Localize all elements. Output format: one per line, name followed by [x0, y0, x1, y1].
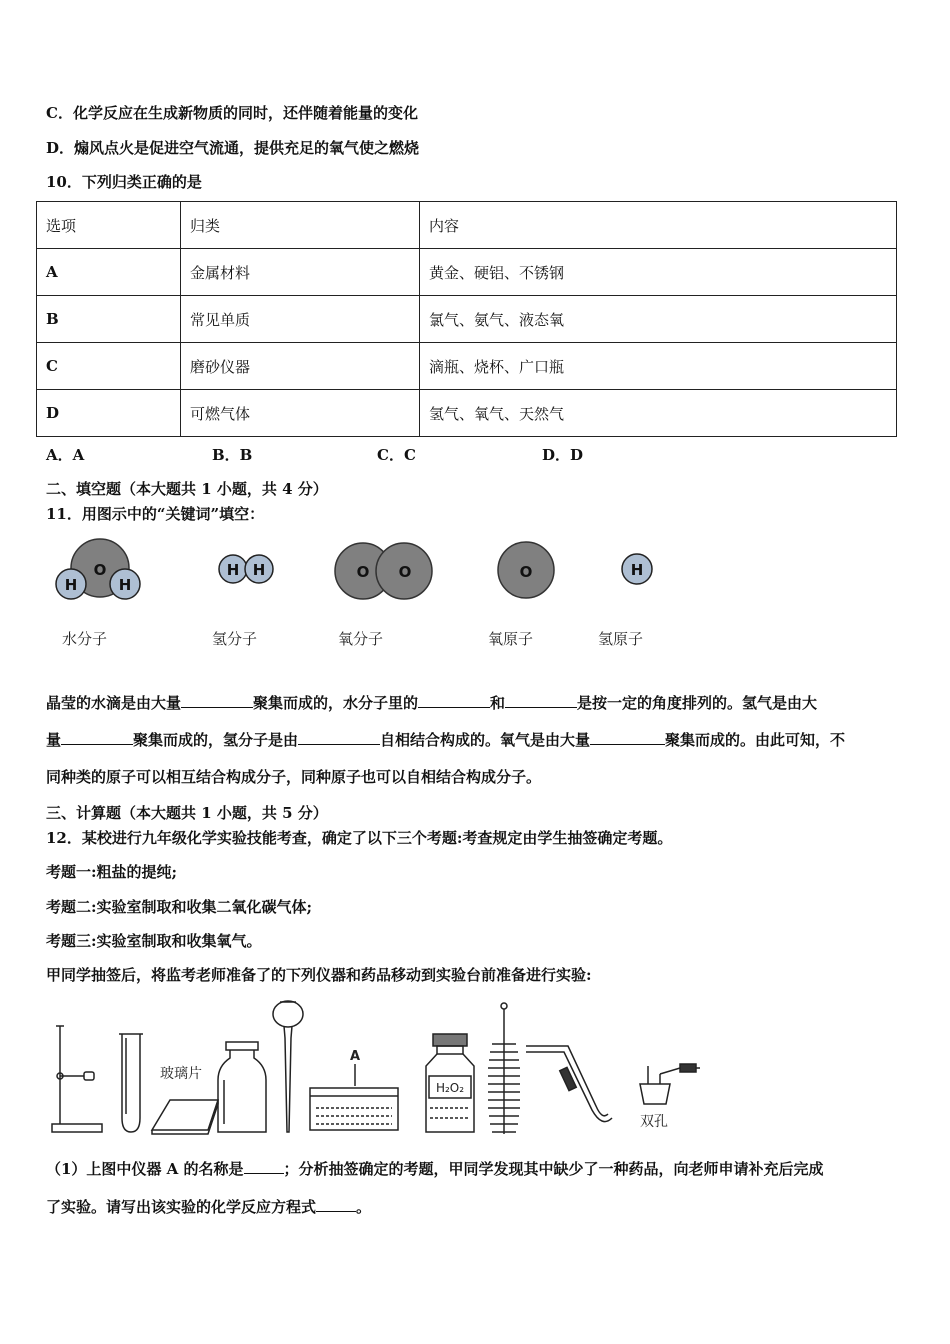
- text: 同种类的原子可以相互结合构成分子，同种原子也可以自相结合构成分子。: [46, 768, 542, 786]
- answer-blank[interactable]: [181, 691, 253, 708]
- atom-label: O: [93, 561, 107, 579]
- stopper-label: 双孔: [640, 1114, 668, 1130]
- atom-label: O: [519, 563, 533, 581]
- table-header: 归类: [181, 202, 420, 249]
- table-cell: A: [37, 249, 181, 296]
- q10-table: [36, 201, 897, 437]
- text: 是按一定的角度排列的。氢气是由大: [577, 694, 818, 712]
- table-row: [37, 390, 897, 437]
- choice-d: D．D: [542, 446, 584, 464]
- q12-intro: 甲同学抽签后，将监考老师准备了的下列仪器和药品移动到实验台前准备进行实验:: [46, 966, 592, 984]
- q12-topic-1: 考题一:粗盐的提纯;: [46, 863, 178, 881]
- q12-topic-2: 考题二:实验室制取和收集二氧化碳气体;: [46, 898, 313, 916]
- answer-blank[interactable]: [244, 1157, 284, 1174]
- table-cell: 金属材料: [181, 249, 420, 296]
- glass-slide-icon: [152, 1100, 218, 1134]
- answer-blank[interactable]: [61, 728, 133, 745]
- hydrogen-atom-icon: [622, 554, 652, 584]
- text: （1）上图中仪器 A 的名称是: [46, 1160, 244, 1178]
- q9-option-d: D．煽风点火是促进空气流通，提供充足的氧气使之燃烧: [46, 139, 420, 157]
- q12-part1: [46, 1150, 908, 1226]
- table-header: 选项: [37, 202, 181, 249]
- label-water-molecule: 水分子: [62, 630, 108, 648]
- text: 聚集而成的。由此可知，不: [665, 731, 846, 749]
- label-hydrogen-molecule: 氢分子: [212, 630, 258, 648]
- table-cell: 氯气、氨气、液态氧: [420, 296, 897, 343]
- glass-slide-label: 玻璃片: [160, 1066, 202, 1082]
- bent-glass-tube-icon: [526, 1046, 612, 1122]
- atom-label: H: [630, 561, 644, 579]
- iron-stand-icon: [52, 1026, 102, 1132]
- oxygen-molecule-icon: [335, 543, 432, 599]
- q10-choices: [46, 444, 946, 464]
- label-hydrogen-atom: 氢原子: [598, 630, 644, 648]
- water-trough-icon: [310, 1064, 398, 1130]
- choice-c: C．C: [377, 446, 416, 464]
- choice-b: B．B: [212, 446, 253, 464]
- answer-blank[interactable]: [298, 728, 380, 745]
- water-molecule-icon: [56, 539, 140, 599]
- q10-stem: 10．下列归类正确的是: [46, 173, 202, 191]
- hydrogen-molecule-icon: [219, 555, 273, 583]
- label-oxygen-molecule: 氧分子: [338, 630, 384, 648]
- text: 聚集而成的，水分子里的: [253, 694, 419, 712]
- table-header: 内容: [420, 202, 897, 249]
- atom-label: O: [356, 563, 370, 581]
- table-cell: D: [37, 390, 181, 437]
- atom-label: H: [118, 576, 132, 594]
- atom-label: H: [64, 576, 78, 594]
- table-row: [37, 249, 897, 296]
- test-tube-brush-icon: [488, 1003, 520, 1134]
- table-cell: 滴瓶、烧杯、广口瓶: [420, 343, 897, 390]
- atom-label: O: [398, 563, 412, 581]
- molecule-figure: [40, 530, 680, 620]
- text: 了实验。请写出该实验的化学反应方程式: [46, 1198, 317, 1216]
- table-cell: 可燃气体: [181, 390, 420, 437]
- text: 晶莹的水滴是由大量: [46, 694, 182, 712]
- section3-heading: 三、计算题（本大题共 1 小题，共 5 分）: [46, 804, 328, 822]
- answer-blank[interactable]: [590, 728, 665, 745]
- atom-label: H: [226, 561, 240, 579]
- apparatus-a-label: A: [350, 1049, 361, 1064]
- two-hole-stopper-icon: [640, 1064, 700, 1104]
- table-cell: 黄金、硬铝、不锈钢: [420, 249, 897, 296]
- reagent-bottle-label: H₂O₂: [435, 1081, 465, 1095]
- text: 和: [490, 694, 506, 712]
- oxygen-atom-icon: [498, 542, 554, 598]
- choice-a: A．A: [46, 446, 85, 464]
- answer-blank[interactable]: [418, 691, 490, 708]
- table-header-row: [37, 202, 897, 249]
- text: 。: [356, 1198, 372, 1216]
- text: 量: [46, 731, 62, 749]
- table-row: [37, 343, 897, 390]
- text: 自相结合构成的。氧气是由大量: [380, 731, 591, 749]
- section2-heading: 二、填空题（本大题共 1 小题，共 4 分）: [46, 480, 328, 498]
- answer-blank[interactable]: [316, 1195, 356, 1212]
- apparatus-figure: [40, 996, 720, 1141]
- test-tube-icon: [119, 1034, 143, 1132]
- q9-option-c: C．化学反应在生成新物质的同时，还伴随着能量的变化: [46, 104, 418, 122]
- funnel-icon: [273, 1001, 303, 1132]
- answer-blank[interactable]: [505, 691, 577, 708]
- q11-fill-paragraph: [46, 685, 908, 796]
- table-cell: 常见单质: [181, 296, 420, 343]
- label-oxygen-atom: 氧原子: [488, 630, 534, 648]
- text: ；分析抽签确定的考题，甲同学发现其中缺少了一种药品，向老师申请补充后完成: [283, 1160, 824, 1178]
- table-cell: 磨砂仪器: [181, 343, 420, 390]
- atom-label: H: [252, 561, 266, 579]
- table-cell: 氢气、氧气、天然气: [420, 390, 897, 437]
- text: 聚集而成的，氢分子是由: [133, 731, 299, 749]
- table-cell: B: [37, 296, 181, 343]
- q12-stem: 12．某校进行九年级化学实验技能考查，确定了以下三个考题:考查规定由学生抽签确定考题。: [46, 829, 673, 847]
- table-cell: C: [37, 343, 181, 390]
- gas-jar-icon: [218, 1042, 266, 1132]
- table-row: [37, 296, 897, 343]
- q12-topic-3: 考题三:实验室制取和收集氧气。: [46, 932, 262, 950]
- q11-stem: 11．用图示中的“关键词”填空：: [46, 505, 265, 523]
